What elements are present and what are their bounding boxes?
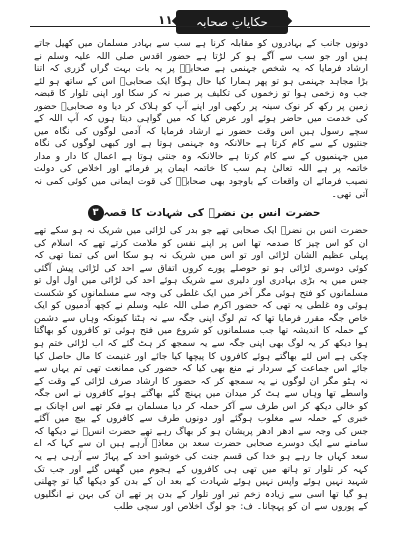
paragraph-1: دونوں جانب کے بہادروں کو مقابلہ کرنا ہے سب سے بہادر مسلمان میں کھیل جاتے ہیں اور جو سب سے آگے ہو کر لڑتا ہے حضور اقدس صلی اللہ علیہ وسلم نے ارشاد فرمایا کہ یہ شخص جہنمی ہے صحابہؓ پر یہ بات بہت گراں گزری کہ اتنا بڑا مجاہد جہنمی ہو تو پھر ہمارا کیا حال ہوگا ایک صحابیؓ اس کے ساتھ ہو لئے جب وہ زخمی ہوا تو زخموں کی تکلیف پر صبر نہ کر سکا اور اپنی تلوار کا قبضہ زمین پر رکھ کر نوک سینہ پر رکھی اور اپنے آپ کو ہلاک کر دیا وہ صحابیؓ حضور کی خدمت میں حاضر ہوئے اور عرض کیا کہ میں گواہی دیتا ہوں کہ آپ اللہ کے سچے رسول ہیں اس وقت حضور نے ارشاد فرمایا کہ آدمی لوگوں کی نگاہ میں جنتیوں کے سے کام کرتا ہے حالانکہ وہ جہنمی ہوتا ہے اور کبھی لوگوں کی نگاہ میں جہنمیوں کے سے کام کرتا ہے حالانکہ وہ جنتی ہوتا ہے اعمال کا دار و مدار خاتمہ پر ہے اللہ تعالیٰ ہم سب کا خاتمہ ایمان پر فرمائے اور اخلاص کی دولت نصیب فرمائے ان واقعات کے باوجود بھی صحابہؓ کی قوت ایمانی میں کوئی کمی نہ آتی تھی۔ <box>34 38 368 200</box>
page-header <box>30 10 370 34</box>
running-title: حکایاتِ صحابہ <box>176 10 288 34</box>
heading-number-badge: ۳ <box>88 205 104 221</box>
header-rule <box>30 26 370 27</box>
heading-title: حضرت انس بن نضرؓ کی شہادت کا قصہ <box>103 206 321 219</box>
body-text <box>34 38 368 516</box>
paragraph-2: حضرت انس بن نضرؓ ایک صحابی تھے جو بدر کی لڑائی میں شریک نہ ہو سکے تھے ان کو اس چیز کا صدمہ تھا اس پر اپنے نفس کو ملامت کرتے تھے کہ اسلام کی پہلی عظیم الشان لڑائی اور تو اس میں شریک نہ ہو سکا اس کی تمنا تھی کہ کوئی دوسری لڑائی ہو تو حوصلے پورے کروں اتفاق سے احد کی لڑائی پیش آگئی جس میں یہ بڑی بہادری اور دلیری سے شریک ہوئے احد کی لڑائی میں اول اول تو مسلمانوں کو فتح ہوئی مگر آخر میں ایک غلطی کی وجہ سے مسلمانوں کو شکست ہوئی وہ غلطی یہ تھی کہ حضور اکرم صلی اللہ علیہ وسلم نے کچھ آدمیوں کو ایک خاص جگہ مقرر فرمایا تھا کہ تم لوگ اپنی جگہ سے نہ ہٹنا کیونکہ وہاں سے دشمن کے حملہ کا اندیشہ تھا جب مسلمانوں کو شروع میں فتح ہوئی تو کافروں کو بھاگتا ہوا دیکھ کر یہ لوگ بھی اپنی جگہ سے یہ سمجھ کر ہٹ گئے کہ اب لڑائی ختم ہو چکی ہے اس لئے بھاگتے ہوئے کافروں کا پیچھا کیا جائے اور غنیمت کا مال حاصل کیا جائے اس جماعت کے سردار نے منع بھی کیا کہ حضور کی ممانعت تھی تم یہاں سے نہ ہٹو مگر ان لوگوں نے یہ سمجھ کر کہ حضور کا ارشاد صرف لڑائی کے وقت کے واسطے تھا وہاں سے ہٹ کر میدان میں پہنچ گئے بھاگتے ہوئے کافروں نے اس جگہ کو خالی دیکھ کر اس طرف سے آکر حملہ کر دیا مسلمان بے فکر تھے اس اچانک بے خبری کے حملہ سے مغلوب ہوگئے اور دونوں طرف سے کافروں کے بیچ میں آگئے جس کی وجہ سے ادھر ادھر پریشان ہو کر بھاگ رہے تھے حضرت انسؓ نے دیکھا کہ سامنے سے ایک دوسرے صحابی حضرت سعد بن معاذؓ آرہے ہیں ان سے کہا کہ اے سعد کہاں جا رہے ہو خدا کی قسم جنت کی خوشبو احد کے پہاڑ سے آرہی ہے یہ کہہ کر تلوار تو ہاتھ میں تھی ہی کافروں کے ہجوم میں گھس گئے اور جب تک شہید نہیں ہوئے واپس نہیں ہوئے شہادت کے بعد ان کے بدن کو دیکھا گیا تو چھلنی ہو گیا تھا اسی سے زیادہ زخم تیر اور تلوار کے بدن پر تھے ان کی بہن نے انگلیوں کے پوروں سے ان کو پہچانا۔ ف: جو لوگ اخلاص اور سچی طلب <box>34 225 368 513</box>
story-heading <box>34 204 368 222</box>
page-number: ۱۱ <box>158 13 173 27</box>
